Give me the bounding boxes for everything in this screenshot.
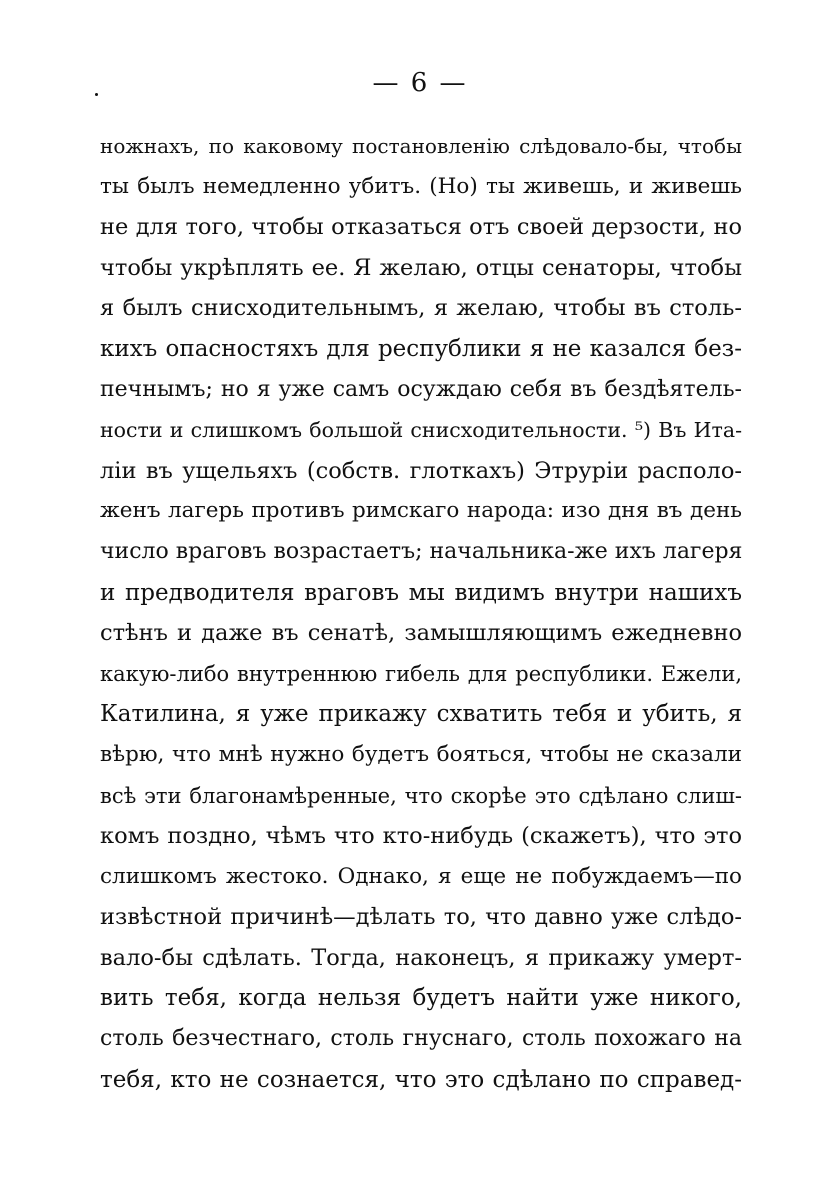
text-line: кихъ опасностяхъ для республики я не казался без-: [100, 335, 742, 362]
text-line: печнымъ; но я уже самъ осуждаю себя въ бездѣятель-: [100, 376, 742, 402]
text-line: я былъ снисходительнымъ, я желаю, чтобы въ столь-: [100, 295, 742, 322]
text-line: ты былъ немедленно убитъ. (Но) ты живешь, и живешь: [100, 173, 742, 199]
text-line: не для того, чтобы отказаться отъ своей дерзости, но: [100, 214, 742, 241]
text-line: извѣстной причинѣ—дѣлать то, что давно уже слѣдо-: [100, 904, 742, 931]
text-line: ности и слишкомъ большой снисходительности. ⁵) Въ Ита-: [100, 418, 742, 443]
text-line: комъ поздно, чѣмъ что кто-нибудь (скажетъ), что это: [100, 823, 742, 850]
body-text: [100, 126, 742, 1100]
text-line: Катилина, я уже прикажу схватить тебя и убить, я: [100, 701, 742, 728]
text-line: ліи въ ущельяхъ (собств. глоткахъ) Этруріи располо-: [100, 457, 742, 484]
text-line: число враговъ возрастаетъ; начальника-же ихъ лагеря: [100, 538, 742, 564]
text-line: вить тебя, когда нельзя будетъ найти уже никого,: [100, 985, 742, 1012]
text-line: вѣрю, что мнѣ нужно будетъ бояться, чтобы не сказали: [100, 741, 742, 767]
text-line: и предводителя враговъ мы видимъ внутри нашихъ: [100, 579, 742, 606]
text-line: вало-бы сдѣлать. Тогда, наконецъ, я прикажу умерт-: [100, 944, 742, 971]
text-line: тебя, кто не сознается, что это сдѣлано по справед-: [100, 1066, 742, 1093]
text-line: стѣнъ и даже въ сенатѣ, замышляющимъ ежедневно: [100, 620, 742, 647]
text-line: чтобы укрѣплять ее. Я желаю, отцы сенаторы, чтобы: [100, 254, 742, 281]
text-line: всѣ эти благонамѣренные, что скорѣе это сдѣлано слиш-: [100, 783, 742, 808]
text-line: столь безчестнаго, столь гнуснаго, столь похожаго на: [100, 1026, 742, 1052]
text-line: ножнахъ, по каковому постановленію слѣдовало-бы, чтобы: [100, 134, 742, 158]
text-line: какую-либо внутреннюю гибель для республики. Ежели,: [100, 661, 742, 686]
text-line: женъ лагерь противъ римскаго народа: изо дня въ день: [100, 498, 742, 524]
text-line: слишкомъ жестоко. Однако, я еще не побуждаемъ—по: [100, 863, 742, 889]
page-number: — 6 —: [372, 68, 468, 98]
